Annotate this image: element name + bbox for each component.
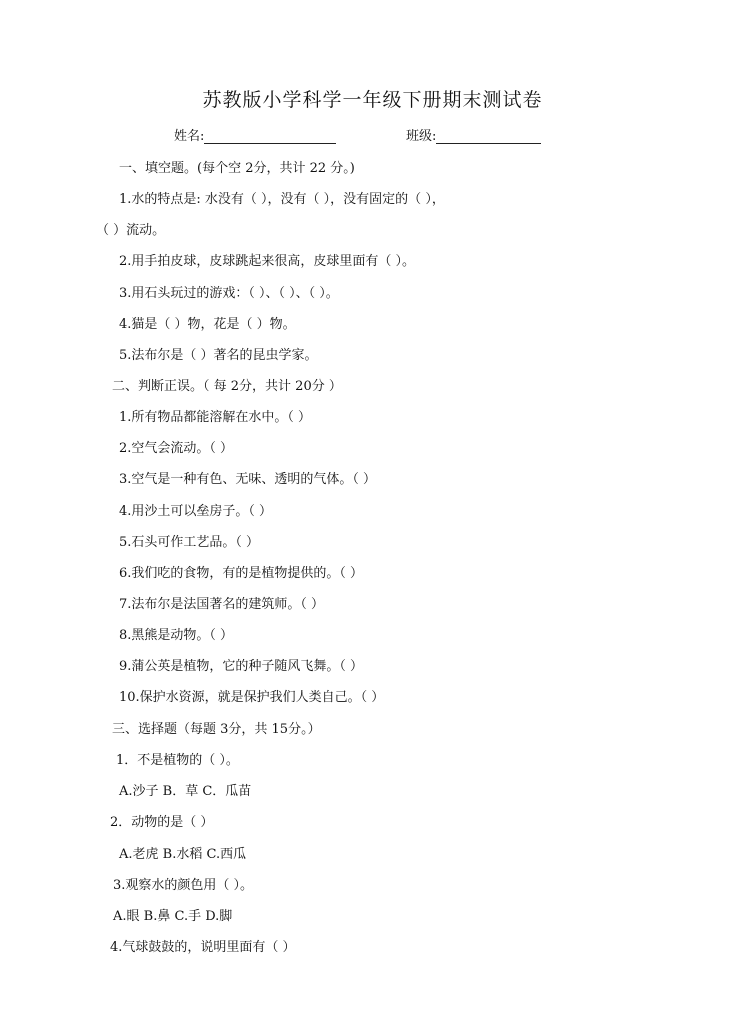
class-blank-line [436,129,541,144]
section1-question-3: 3.用石头玩过的游戏：（ ）、（ ）、（ ）。 [119,286,339,301]
choice-question-2: 2．动物的是（ ） [110,815,214,830]
name-blank-line [204,129,336,144]
judge-item: 2.空气会流动。（ ） [119,441,234,456]
judge-item: 8.黑熊是动物。（ ） [119,628,234,643]
section1-question-5: 5.法布尔是（ ）著名的昆虫学家。 [119,348,318,363]
choice-question-1: 1．不是植物的（ ）。 [116,753,239,768]
section3-heading: 三、选择题（每题 3分，共 15分。） [112,722,321,737]
exam-title: 苏教版小学科学一年级下册期末测试卷 [202,89,543,111]
judge-item: 6.我们吃的食物，有的是植物提供的。（ ） [119,566,364,581]
section1-heading: 一、填空题。(每个空 2分，共计 22 分。) [119,161,355,176]
judge-item: 7.法布尔是法国著名的建筑师。（ ） [119,597,325,612]
judge-item: 4.用沙土可以垒房子。（ ） [119,504,273,519]
choice-question-4: 4.气球鼓鼓的，说明里面有（ ） [110,940,296,955]
name-label: 姓名: [174,129,205,144]
section1-question-1-line2: （ ）流动。 [96,223,166,238]
choice-question-2-options: A.老虎 B.水稻 C.西瓜 [119,847,247,862]
name-field [174,125,336,144]
choice-question-1-options: A.沙子 B．草 C．瓜苗 [119,784,252,799]
judge-item: 9.蒲公英是植物，它的种子随风飞舞。（ ） [119,659,364,674]
judge-item: 10.保护水资源，就是保护我们人类自己。（ ） [119,690,385,705]
choice-question-3: 3.观察水的颜色用（ ）。 [113,878,254,893]
section2-heading: 二、判断正误。（ 每 2分，共计 20分 ） [112,379,342,394]
section1-question-1-line1: 1.水的特点是: 水没有（ ），没有（ ），没有固定的（ ）， [119,192,445,207]
judge-item: 5.石头可作工艺品。（ ） [119,535,260,550]
section1-question-2: 2.用手拍皮球，皮球跳起来很高，皮球里面有（ ）。 [119,254,416,269]
judge-item: 1.所有物品都能溶解在水中。（ ） [119,410,312,425]
section1-question-4: 4.猫是（ ）物，花是（ ）物。 [119,317,296,332]
judge-item: 3.空气是一种有色、无味、透明的气体。（ ） [119,472,377,487]
choice-question-3-options: A.眼 B.鼻 C.手 D.脚 [113,909,233,924]
class-label: 班级: [406,129,437,144]
class-field [406,125,541,144]
